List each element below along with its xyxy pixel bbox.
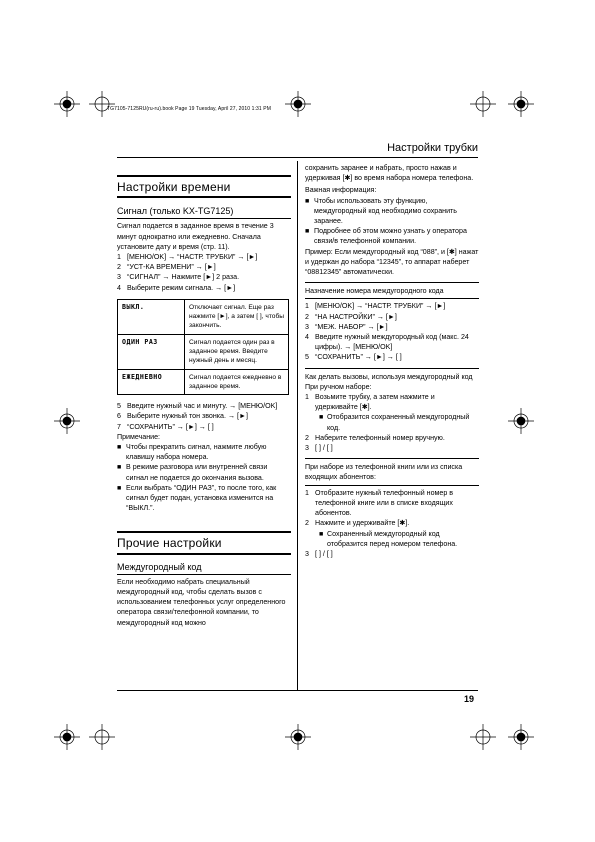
reg-mark-bottom-right <box>508 724 534 750</box>
step-number: 2 <box>305 519 309 528</box>
bullet-icon: ■ <box>117 443 122 452</box>
sub-note-text: Отобразится сохраненный междугородный код. <box>327 413 470 432</box>
footer-rule <box>117 690 478 691</box>
bullet-icon: ■ <box>117 483 122 492</box>
step-number: 1 <box>305 393 309 402</box>
assign-step-3 <box>305 322 479 332</box>
other-settings-title: Прочие настройки <box>117 536 222 551</box>
time-settings-title: Настройки времени <box>117 180 231 194</box>
assign-title: Назначение номера междугородного кода <box>305 287 444 296</box>
longdistance-subtitle-rule <box>117 574 291 575</box>
notes-title: Примечание: <box>117 432 161 441</box>
note-item <box>117 462 291 482</box>
step-number: 7 <box>117 422 121 431</box>
right-column <box>305 163 479 559</box>
howto-section <box>305 368 479 382</box>
important-item <box>305 226 479 246</box>
step-number: 4 <box>305 333 309 342</box>
bullet-icon: ■ <box>117 463 122 472</box>
table-row <box>118 334 289 369</box>
alarm-step-1 <box>117 252 291 262</box>
phonebook-step-1 <box>305 488 479 519</box>
reg-mark-bottom-left <box>54 724 80 750</box>
alarm-subtitle-rule <box>117 218 291 219</box>
table-row <box>118 369 289 395</box>
step-number: 2 <box>117 263 121 272</box>
step-text: Отобразите нужный телефонный номер в телефонной книге или в списке входящих абонентов. <box>315 488 454 518</box>
header-rule <box>117 157 478 158</box>
reg-mark-top-right-2 <box>470 91 496 117</box>
step-number: 4 <box>117 283 121 292</box>
longdistance-cont-text: сохранить заранее и набрать, просто нажав и удерживая [✱] во время набора номера телефона. <box>305 164 474 183</box>
assign-steps <box>305 298 479 362</box>
alarm-step-5 <box>117 401 291 411</box>
reg-mark-bottom-left-2 <box>89 724 115 750</box>
step-text: Выберите режим сигнала. → [►] <box>127 283 236 292</box>
phonebook-steps <box>305 485 479 559</box>
manual-step-2 <box>305 433 479 443</box>
phonebook-step-3 <box>305 549 479 559</box>
left-column <box>117 168 291 628</box>
step-text: [МЕНЮ/OK] → “НАСТР. ТРУБКИ” → [►] <box>315 302 446 311</box>
reg-mark-bottom-center <box>285 724 311 750</box>
other-settings-title-box <box>117 531 291 554</box>
assign-step-1 <box>305 301 479 311</box>
step-number: 2 <box>305 433 309 442</box>
step-number: 6 <box>117 412 121 421</box>
phonebook-sub-note <box>319 529 479 549</box>
step-text: “УСТ-КА ВРЕМЕНИ” → [►] <box>127 263 216 272</box>
phonebook-section <box>305 458 479 482</box>
step-number: 1 <box>117 253 121 262</box>
step-number: 1 <box>305 302 309 311</box>
mode-desc: Сигнал подается ежедневно в заданное время. <box>185 369 289 395</box>
step-number: 3 <box>305 322 309 331</box>
bullet-icon: ■ <box>319 529 324 538</box>
file-info: TG7105-7125RU(ru-ru).book Page 19 Tuesday, April 27, 2010 1:31 PM <box>107 106 271 112</box>
alarm-step-3 <box>117 272 291 282</box>
step-text: Возьмите трубку, а затем нажмите и удерживайте [✱]. <box>315 393 435 412</box>
note-item <box>117 483 291 514</box>
manual-step-3 <box>305 443 479 453</box>
important-text: Подробнее об этом можно узнать у оператора связи/в телефонной компании. <box>314 227 467 246</box>
step-text: [МЕНЮ/OK] → “НАСТР. ТРУБКИ” → [►] <box>127 253 258 262</box>
longdistance-text: Если необходимо набрать специальный междугородный код, чтобы сделать вызов с использованием телефонных услуг определенного оператора связи/телефонной компании, то междугородный код можно <box>117 577 286 627</box>
step-number: 5 <box>117 402 121 411</box>
step-text: Нажмите и удерживайте [✱]. <box>315 519 410 528</box>
bullet-icon: ■ <box>319 413 324 422</box>
reg-mark-bottom-right-2 <box>470 724 496 750</box>
alarm-step-4 <box>117 283 291 293</box>
step-text: “СИГНАЛ” → Нажмите [►] 2 раза. <box>127 273 240 282</box>
manual-step-1 <box>305 392 479 412</box>
alarm-intro: Сигнал подается в заданное время в течение 3 минут однократно или ежедневно. Сначала установите дату и время (стр. 11). <box>117 222 274 251</box>
reg-mark-mid-right <box>508 408 534 434</box>
table-row <box>118 299 289 334</box>
reg-mark-mid-left <box>54 408 80 434</box>
alarm-step-2 <box>117 262 291 272</box>
important-text: Чтобы использовать эту функцию, междугородный код необходимо сохранить заранее. <box>314 196 457 226</box>
step-text: “НА НАСТРОЙКИ” → [►] <box>315 312 397 321</box>
manual-sub-note <box>319 412 479 432</box>
reg-mark-top-left-2 <box>89 91 115 117</box>
manual-title: При ручном наборе: <box>305 382 372 391</box>
step-text: “СОХРАНИТЬ” → [►] → [ ] <box>315 353 402 362</box>
column-divider <box>297 161 298 690</box>
alarm-modes-table <box>117 299 289 395</box>
step-text: Наберите телефонный номер вручную. <box>315 433 445 442</box>
mode-desc: Отключает сигнал. Еще раз нажмите [►], а затем [ ], чтобы закончить. <box>185 299 289 334</box>
step-text: Введите нужный час и минуту. → [МЕНЮ/OK] <box>127 402 278 411</box>
note-text: Чтобы прекратить сигнал, нажмите любую клавишу набора номера. <box>126 443 267 462</box>
sub-note-text: Сохраненный междугородный код отобразится перед номером телефона. <box>327 529 458 548</box>
mode-name: ОДИН РАЗ <box>118 334 185 369</box>
time-settings-title-box <box>117 175 291 198</box>
mode-name: ЕЖЕДНЕВНО <box>118 369 185 395</box>
step-text: [ ] / [ ] <box>315 444 333 453</box>
step-text: “СОХРАНИТЬ” → [►] → [ ] <box>127 422 214 431</box>
alarm-subtitle: Сигнал (только KX-TG7125) <box>117 206 234 217</box>
alarm-step-6 <box>117 411 291 421</box>
mode-desc: Сигнал подается один раз в заданное время. Введите нужный день и месяц. <box>185 334 289 369</box>
page-number: 19 <box>464 694 475 704</box>
assign-step-5 <box>305 352 479 362</box>
step-text: Выберите нужный тон звонка. → [►] <box>127 412 248 421</box>
important-item <box>305 196 479 227</box>
alarm-step-7 <box>117 422 291 432</box>
note-text: Если выбрать “ОДИН РАЗ”, то после того, как сигнал будет подан, установка изменится на “ВЫКЛ.”. <box>126 483 277 513</box>
step-text: “МЕЖ. НАБОР” → [►] <box>315 322 388 331</box>
step-text: Введите нужный междугородный код (макс. 24 цифры). → [МЕНЮ/OK] <box>315 333 469 352</box>
mode-name: ВЫКЛ. <box>118 299 185 334</box>
step-number: 3 <box>117 273 121 282</box>
assign-step-2 <box>305 312 479 322</box>
step-number: 3 <box>305 444 309 453</box>
step-number: 1 <box>305 488 309 497</box>
step-text: [ ] / [ ] <box>315 549 333 558</box>
step-number: 5 <box>305 353 309 362</box>
step-number: 2 <box>305 312 309 321</box>
section-header: Настройки трубки <box>387 142 478 154</box>
reg-mark-top-left <box>54 91 80 117</box>
reg-mark-top-center <box>285 91 311 117</box>
howto-title: Как делать вызовы, используя междугородный код <box>305 372 473 381</box>
longdistance-subtitle: Междугородный код <box>117 561 202 572</box>
phonebook-title: При наборе из телефонной книги или из списка входящих абонентов: <box>305 463 463 482</box>
example-text: Пример: Если междугородный код “088”, и [✱] нажат и удержан до набора “12345”, то аппарат наберет “08812345” автоматически. <box>305 247 479 277</box>
bullet-icon: ■ <box>305 196 310 205</box>
assign-section <box>305 282 479 296</box>
alarm-steps-continued <box>117 401 291 432</box>
phonebook-step-2 <box>305 518 479 528</box>
step-number: 3 <box>305 549 309 558</box>
important-title: Важная информация: <box>305 186 377 195</box>
assign-step-4 <box>305 332 479 352</box>
reg-mark-top-right <box>508 91 534 117</box>
note-text: В режиме разговора или внутренней связи сигнал не подается до окончания вызова. <box>126 463 268 482</box>
note-item <box>117 442 291 462</box>
bullet-icon: ■ <box>305 227 310 236</box>
